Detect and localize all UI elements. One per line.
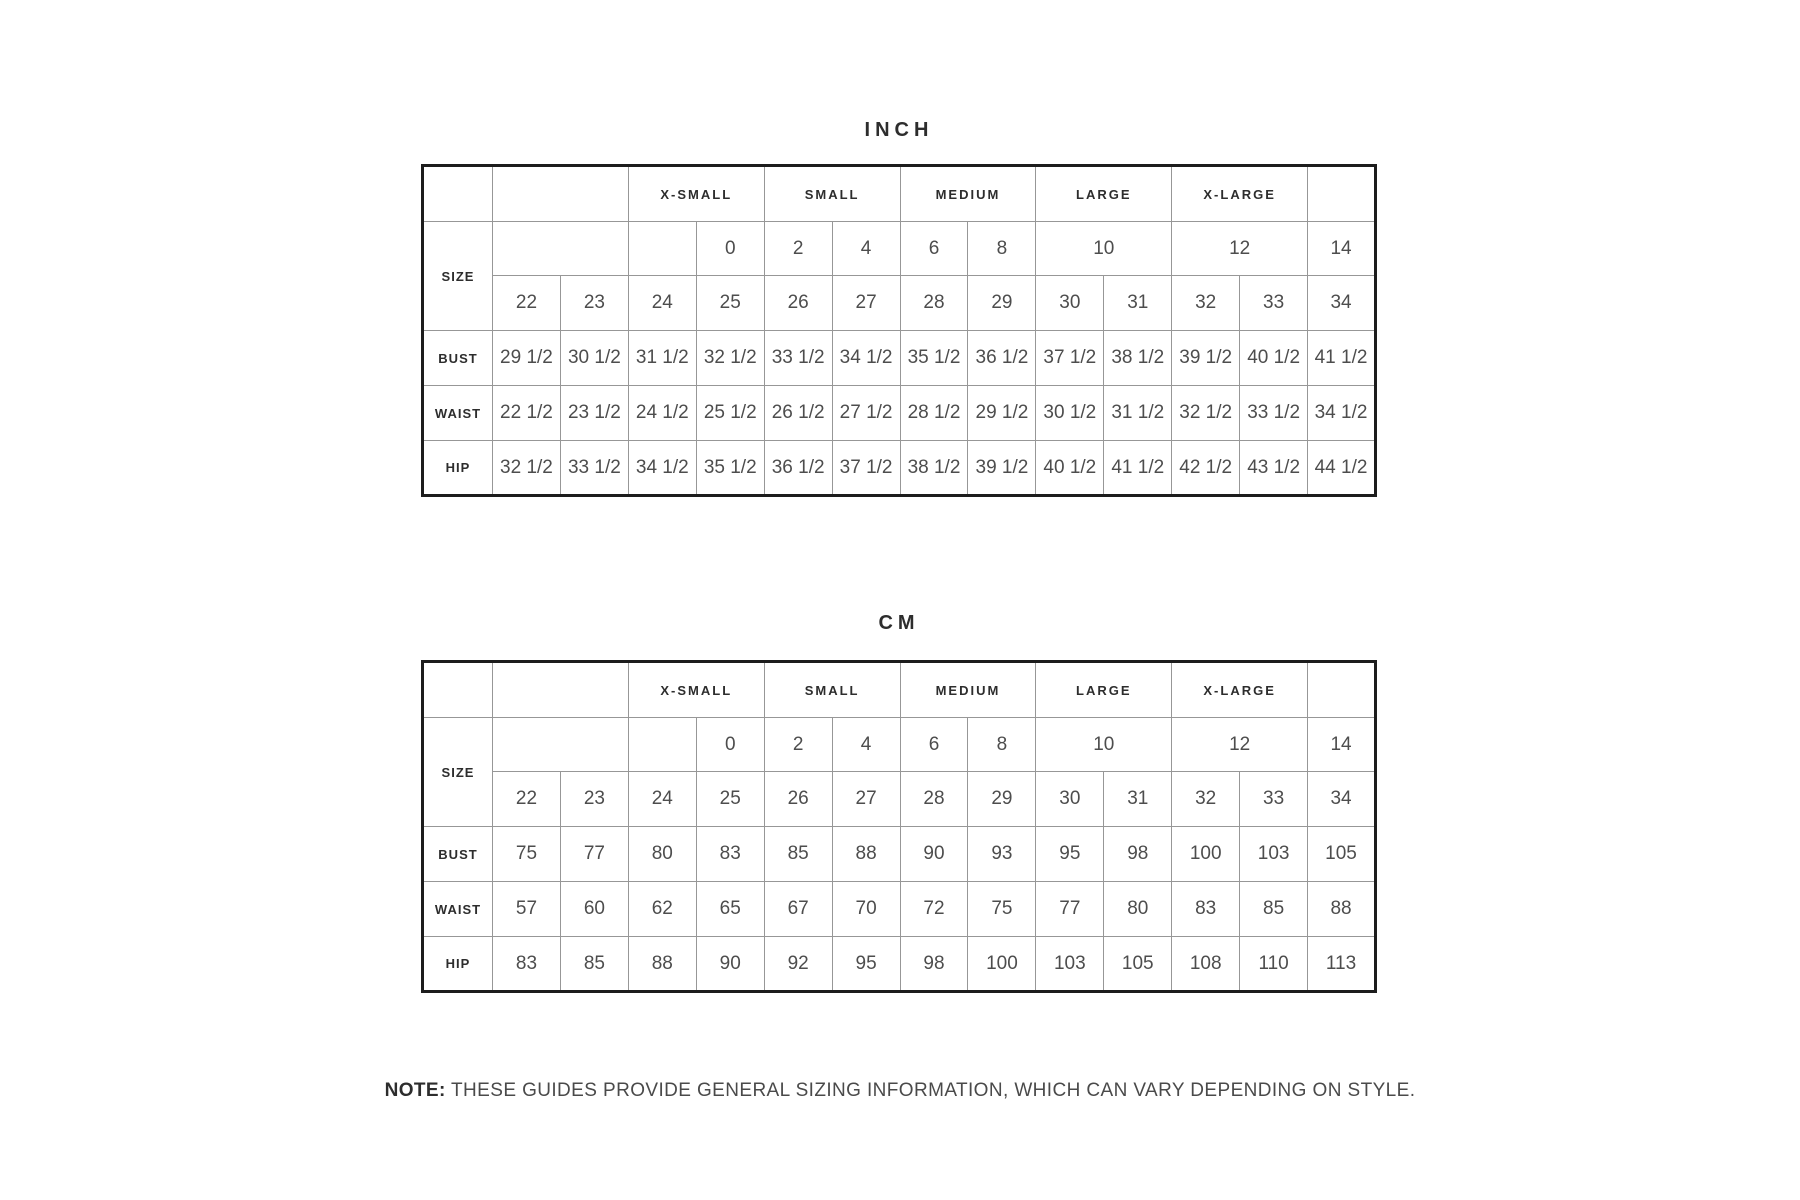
numeric-size-cell: 10 — [1036, 718, 1172, 772]
cm-band-size-row — [423, 772, 1376, 827]
group-header-medium: MEDIUM — [900, 166, 1036, 222]
inch-waist-row — [423, 386, 1376, 441]
measure-value-cell: 75 — [493, 827, 561, 882]
band-size-cell: 27 — [832, 772, 900, 827]
numeric-size-cell: 2 — [764, 222, 832, 276]
band-size-cell: 24 — [628, 276, 696, 331]
numeric-size-cell: 8 — [968, 222, 1036, 276]
group-blank-cell — [493, 662, 629, 718]
numeric-size-cell: 4 — [832, 222, 900, 276]
measure-value-cell: 85 — [1240, 882, 1308, 937]
band-size-cell: 31 — [1104, 276, 1172, 331]
band-size-cell: 24 — [628, 772, 696, 827]
corner-blank-cell — [423, 166, 493, 222]
measure-value-cell: 105 — [1104, 937, 1172, 992]
group-blank-cell — [1308, 166, 1376, 222]
band-size-cell: 27 — [832, 276, 900, 331]
group-header-xlarge: X-LARGE — [1172, 662, 1308, 718]
measure-value-cell: 88 — [628, 937, 696, 992]
group-header-large: LARGE — [1036, 662, 1172, 718]
measure-value-cell: 77 — [1036, 882, 1104, 937]
measure-value-cell: 22 1/2 — [493, 386, 561, 441]
measure-value-cell: 72 — [900, 882, 968, 937]
band-size-cell: 28 — [900, 276, 968, 331]
numeric-blank-cell — [628, 222, 696, 276]
measure-value-cell: 57 — [493, 882, 561, 937]
measure-value-cell: 105 — [1308, 827, 1376, 882]
numeric-size-cell: 6 — [900, 718, 968, 772]
measure-value-cell: 103 — [1240, 827, 1308, 882]
measure-value-cell: 70 — [832, 882, 900, 937]
measure-value-cell: 40 1/2 — [1240, 331, 1308, 386]
measure-row-label: WAIST — [423, 882, 493, 937]
numeric-blank-cell — [493, 718, 629, 772]
measure-value-cell: 39 1/2 — [968, 441, 1036, 496]
band-size-cell: 32 — [1172, 772, 1240, 827]
measure-row-label: HIP — [423, 937, 493, 992]
numeric-blank-cell — [628, 718, 696, 772]
group-blank-cell — [493, 166, 629, 222]
inch-bust-row — [423, 331, 1376, 386]
band-size-cell: 22 — [493, 772, 561, 827]
band-size-cell: 22 — [493, 276, 561, 331]
measure-value-cell: 108 — [1172, 937, 1240, 992]
measure-value-cell: 98 — [900, 937, 968, 992]
inch-hip-row — [423, 441, 1376, 496]
group-header-xsmall: X-SMALL — [628, 166, 764, 222]
measure-value-cell: 36 1/2 — [764, 441, 832, 496]
group-blank-cell — [1308, 662, 1376, 718]
measure-value-cell: 33 1/2 — [1240, 386, 1308, 441]
measure-value-cell: 90 — [696, 937, 764, 992]
measure-value-cell: 93 — [968, 827, 1036, 882]
measure-value-cell: 75 — [968, 882, 1036, 937]
measure-value-cell: 92 — [764, 937, 832, 992]
measure-value-cell: 67 — [764, 882, 832, 937]
band-size-cell: 34 — [1308, 276, 1376, 331]
note-text: THESE GUIDES PROVIDE GENERAL SIZING INFORMATION, WHICH CAN VARY DEPENDING ON STYLE. — [451, 1080, 1416, 1101]
measure-row-label: BUST — [423, 331, 493, 386]
group-header-small: SMALL — [764, 662, 900, 718]
band-size-cell: 30 — [1036, 772, 1104, 827]
measure-value-cell: 37 1/2 — [1036, 331, 1104, 386]
band-size-cell: 33 — [1240, 276, 1308, 331]
measure-value-cell: 34 1/2 — [628, 441, 696, 496]
group-header-xsmall: X-SMALL — [628, 662, 764, 718]
measure-value-cell: 80 — [1104, 882, 1172, 937]
measure-value-cell: 103 — [1036, 937, 1104, 992]
inch-band-size-row — [423, 276, 1376, 331]
cm-size-table — [421, 660, 1377, 993]
group-header-xlarge: X-LARGE — [1172, 166, 1308, 222]
band-size-cell: 31 — [1104, 772, 1172, 827]
numeric-size-cell: 12 — [1172, 222, 1308, 276]
measure-value-cell: 31 1/2 — [1104, 386, 1172, 441]
measure-value-cell: 98 — [1104, 827, 1172, 882]
inch-size-table — [421, 164, 1377, 497]
measure-value-cell: 88 — [832, 827, 900, 882]
band-size-cell: 30 — [1036, 276, 1104, 331]
measure-value-cell: 33 1/2 — [560, 441, 628, 496]
measure-value-cell: 38 1/2 — [900, 441, 968, 496]
measure-value-cell: 32 1/2 — [696, 331, 764, 386]
measure-value-cell: 41 1/2 — [1104, 441, 1172, 496]
numeric-size-cell: 10 — [1036, 222, 1172, 276]
band-size-cell: 29 — [968, 276, 1036, 331]
measure-value-cell: 60 — [560, 882, 628, 937]
group-header-small: SMALL — [764, 166, 900, 222]
measure-value-cell: 37 1/2 — [832, 441, 900, 496]
cm-hip-row — [423, 937, 1376, 992]
measure-value-cell: 35 1/2 — [900, 331, 968, 386]
band-size-cell: 32 — [1172, 276, 1240, 331]
measure-value-cell: 80 — [628, 827, 696, 882]
measure-value-cell: 95 — [832, 937, 900, 992]
measure-value-cell: 30 1/2 — [1036, 386, 1104, 441]
measure-value-cell: 33 1/2 — [764, 331, 832, 386]
band-size-cell: 29 — [968, 772, 1036, 827]
measure-value-cell: 65 — [696, 882, 764, 937]
inch-title: INCH — [864, 119, 934, 141]
measure-value-cell: 90 — [900, 827, 968, 882]
inch-group-header-row — [423, 166, 1376, 222]
band-size-cell: 23 — [560, 772, 628, 827]
measure-row-label: HIP — [423, 441, 493, 496]
measure-value-cell: 24 1/2 — [628, 386, 696, 441]
measure-value-cell: 95 — [1036, 827, 1104, 882]
group-header-medium: MEDIUM — [900, 662, 1036, 718]
size-row-label: SIZE — [423, 718, 493, 827]
cm-title: CM — [878, 612, 920, 634]
numeric-size-cell: 0 — [696, 718, 764, 772]
band-size-cell: 25 — [696, 772, 764, 827]
measure-row-label: BUST — [423, 827, 493, 882]
note — [0, 1080, 1800, 1102]
measure-value-cell: 27 1/2 — [832, 386, 900, 441]
measure-value-cell: 34 1/2 — [1308, 386, 1376, 441]
cm-waist-row — [423, 882, 1376, 937]
band-size-cell: 26 — [764, 276, 832, 331]
measure-value-cell: 34 1/2 — [832, 331, 900, 386]
numeric-size-cell: 0 — [696, 222, 764, 276]
measure-value-cell: 35 1/2 — [696, 441, 764, 496]
measure-value-cell: 85 — [764, 827, 832, 882]
measure-value-cell: 25 1/2 — [696, 386, 764, 441]
measure-value-cell: 100 — [968, 937, 1036, 992]
numeric-size-cell: 8 — [968, 718, 1036, 772]
numeric-size-cell: 4 — [832, 718, 900, 772]
measure-value-cell: 113 — [1308, 937, 1376, 992]
numeric-blank-cell — [493, 222, 629, 276]
numeric-size-cell: 14 — [1308, 718, 1376, 772]
band-size-cell: 28 — [900, 772, 968, 827]
measure-value-cell: 83 — [493, 937, 561, 992]
measure-value-cell: 42 1/2 — [1172, 441, 1240, 496]
band-size-cell: 25 — [696, 276, 764, 331]
corner-blank-cell — [423, 662, 493, 718]
measure-value-cell: 100 — [1172, 827, 1240, 882]
cm-numeric-size-row — [423, 718, 1376, 772]
measure-value-cell: 30 1/2 — [560, 331, 628, 386]
numeric-size-cell: 2 — [764, 718, 832, 772]
cm-group-header-row — [423, 662, 1376, 718]
band-size-cell: 33 — [1240, 772, 1308, 827]
measure-value-cell: 29 1/2 — [968, 386, 1036, 441]
note-label: NOTE: — [384, 1080, 446, 1101]
inch-numeric-size-row — [423, 222, 1376, 276]
size-row-label: SIZE — [423, 222, 493, 331]
measure-value-cell: 39 1/2 — [1172, 331, 1240, 386]
numeric-size-cell: 6 — [900, 222, 968, 276]
band-size-cell: 26 — [764, 772, 832, 827]
measure-value-cell: 41 1/2 — [1308, 331, 1376, 386]
measure-value-cell: 83 — [696, 827, 764, 882]
measure-value-cell: 29 1/2 — [493, 331, 561, 386]
measure-value-cell: 44 1/2 — [1308, 441, 1376, 496]
measure-value-cell: 85 — [560, 937, 628, 992]
measure-value-cell: 43 1/2 — [1240, 441, 1308, 496]
measure-value-cell: 28 1/2 — [900, 386, 968, 441]
measure-value-cell: 36 1/2 — [968, 331, 1036, 386]
measure-value-cell: 23 1/2 — [560, 386, 628, 441]
measure-value-cell: 83 — [1172, 882, 1240, 937]
group-header-large: LARGE — [1036, 166, 1172, 222]
numeric-size-cell: 14 — [1308, 222, 1376, 276]
band-size-cell: 23 — [560, 276, 628, 331]
measure-value-cell: 26 1/2 — [764, 386, 832, 441]
measure-value-cell: 110 — [1240, 937, 1308, 992]
cm-bust-row — [423, 827, 1376, 882]
measure-value-cell: 62 — [628, 882, 696, 937]
measure-value-cell: 38 1/2 — [1104, 331, 1172, 386]
measure-value-cell: 32 1/2 — [493, 441, 561, 496]
band-size-cell: 34 — [1308, 772, 1376, 827]
numeric-size-cell: 12 — [1172, 718, 1308, 772]
measure-value-cell: 31 1/2 — [628, 331, 696, 386]
measure-row-label: WAIST — [423, 386, 493, 441]
measure-value-cell: 32 1/2 — [1172, 386, 1240, 441]
measure-value-cell: 88 — [1308, 882, 1376, 937]
measure-value-cell: 77 — [560, 827, 628, 882]
measure-value-cell: 40 1/2 — [1036, 441, 1104, 496]
